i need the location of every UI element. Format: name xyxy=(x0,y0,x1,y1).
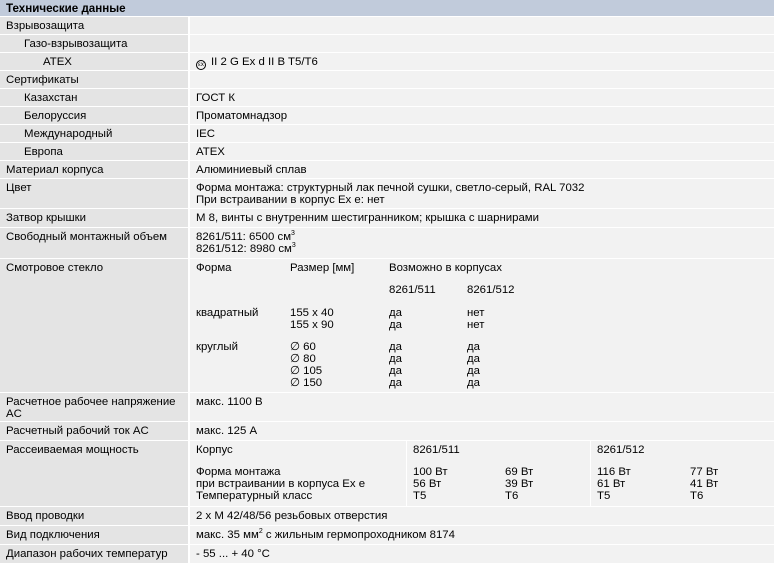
glass-square-m1: да xyxy=(389,319,402,331)
power-line: Температурный класс xyxy=(196,490,313,502)
power-line: Форма монтажа xyxy=(196,466,281,478)
row-bg xyxy=(190,422,774,440)
glass-round-m1: да xyxy=(389,353,402,365)
glass-round-size: ∅ 80 xyxy=(290,353,316,365)
glass-square-size: 155 x 90 xyxy=(290,319,334,331)
glass-square-size: 155 x 40 xyxy=(290,307,334,319)
power-c2b: T6 xyxy=(690,490,704,502)
cell-divider xyxy=(406,441,407,506)
value-by: Проматомнадзор xyxy=(196,110,288,122)
value-color-2: При встраивании в корпус Ex e: нет xyxy=(196,194,385,206)
value-voltage: макс. 1100 В xyxy=(196,396,263,408)
value-eu: ATEX xyxy=(196,146,225,158)
label-voltage-2: AC xyxy=(6,408,22,420)
glass-square-form: квадратный xyxy=(196,307,259,319)
label-temp: Диапазон рабочих температур xyxy=(6,548,168,560)
glass-square-m2: нет xyxy=(467,319,485,331)
label-lock: Затвор крышки xyxy=(6,212,86,224)
label-kz: Казахстан xyxy=(24,92,78,104)
label-voltage: Расчетное рабочее напряжение xyxy=(6,396,176,408)
value-temp: - 55 ... + 40 °C xyxy=(196,548,270,560)
value-material: Алюминиевый сплав xyxy=(196,164,307,176)
glass-round-m2: да xyxy=(467,377,480,389)
power-col2-head: 8261/512 xyxy=(597,444,645,456)
row-bg xyxy=(190,393,774,421)
value-color-1: Форма монтажа: структурный лак печной сушки, светло-серый, RAL 7032 xyxy=(196,182,585,194)
diameter-icon: ∅ xyxy=(290,377,300,389)
power-c2a: T5 xyxy=(597,490,611,502)
power-c1a: 100 Вт xyxy=(413,466,448,478)
power-c1b: T6 xyxy=(505,490,519,502)
ex-hexagon-icon: εx xyxy=(196,60,206,70)
table-header xyxy=(0,0,774,17)
label-by: Белоруссия xyxy=(24,110,87,122)
label-entry: Ввод проводки xyxy=(6,510,85,522)
glass-round-size: ∅ 60 xyxy=(290,341,316,353)
power-c2b: 77 Вт xyxy=(690,466,719,478)
row-bg xyxy=(190,35,774,52)
row-bg xyxy=(190,125,774,142)
power-c2a: 116 Вт xyxy=(597,466,631,478)
row-bg xyxy=(190,143,774,160)
glass-round-size: ∅ 105 xyxy=(290,365,323,377)
power-c1a: 56 Вт xyxy=(413,478,442,490)
value-current: макс. 125 А xyxy=(196,425,258,437)
value-connection: макс. 35 $мм^2$ с жильным гермопроходником 8174 xyxy=(196,528,455,541)
power-c1a: T5 xyxy=(413,490,427,502)
diameter-icon: ∅ xyxy=(290,365,300,377)
value-entry: 2 x M 42/48/56 резьбовых отверстия xyxy=(196,510,388,522)
label-glass: Смотровое стекло xyxy=(6,262,104,274)
glass-round-m1: да xyxy=(389,377,402,389)
label-eu: Европа xyxy=(24,146,63,158)
row-bg xyxy=(190,71,774,88)
power-c1b: 39 Вт xyxy=(505,478,534,490)
label-atex: ATEX xyxy=(43,56,72,68)
glass-head-possible: Возможно в корпусах xyxy=(389,262,502,274)
row-bg xyxy=(190,89,774,106)
label-material: Материал корпуса xyxy=(6,164,104,176)
glass-round-m1: да xyxy=(389,341,402,353)
glass-round-m2: да xyxy=(467,353,480,365)
value-volume-1: 8261/511: 6500 $см^3$ xyxy=(196,230,295,243)
cell-divider xyxy=(590,441,591,506)
label-gas: Газо-взрывозащита xyxy=(24,38,128,50)
glass-model-1: 8261/511 xyxy=(389,284,436,296)
value-lock: M 8, винты с внутренним шестигранником; крышка с шарнирами xyxy=(196,212,539,224)
diameter-icon: ∅ xyxy=(290,341,300,353)
glass-head-form: Форма xyxy=(196,262,232,274)
power-col1-head: 8261/511 xyxy=(413,444,460,456)
label-connection: Вид подключения xyxy=(6,529,100,541)
header-title: Технические данные xyxy=(6,2,126,15)
label-color: Цвет xyxy=(6,182,32,194)
label-volume: Свободный монтажный объем xyxy=(6,231,168,243)
glass-round-m2: да xyxy=(467,341,480,353)
power-c2b: 41 Вт xyxy=(690,478,719,490)
value-volume-2: 8261/512: 8980 $см^3$ xyxy=(196,242,296,255)
value-kz: ГОСТ К xyxy=(196,92,235,104)
value-intl: IEC xyxy=(196,128,215,140)
power-col0-head: Корпус xyxy=(196,444,233,456)
glass-round-m1: да xyxy=(389,365,402,377)
glass-round-size: ∅ 150 xyxy=(290,377,323,389)
glass-square-m2: нет xyxy=(467,307,485,319)
diameter-icon: ∅ xyxy=(290,353,300,365)
label-certs: Сертификаты xyxy=(6,74,79,86)
label-intl: Международный xyxy=(24,128,113,140)
value-atex: εx II 2 G Ex d II B T5/T6 xyxy=(196,56,318,70)
label-current: Расчетный рабочий ток AC xyxy=(6,425,149,437)
power-c1b: 69 Вт xyxy=(505,466,534,478)
row-bg xyxy=(0,259,188,392)
power-c2a: 61 Вт xyxy=(597,478,626,490)
glass-head-size: Размер [мм] xyxy=(290,262,355,274)
glass-round-m2: да xyxy=(467,365,480,377)
row-bg xyxy=(190,545,774,563)
row-bg xyxy=(0,53,188,70)
glass-round-form: круглый xyxy=(196,341,238,353)
glass-model-2: 8261/512 xyxy=(467,284,515,296)
power-line: при встраивании в корпуса Ex e xyxy=(196,478,366,490)
row-bg xyxy=(190,17,774,34)
label-power: Рассеиваемая мощность xyxy=(6,444,139,456)
label-explosion: Взрывозащита xyxy=(6,20,85,32)
glass-square-m1: да xyxy=(389,307,402,319)
